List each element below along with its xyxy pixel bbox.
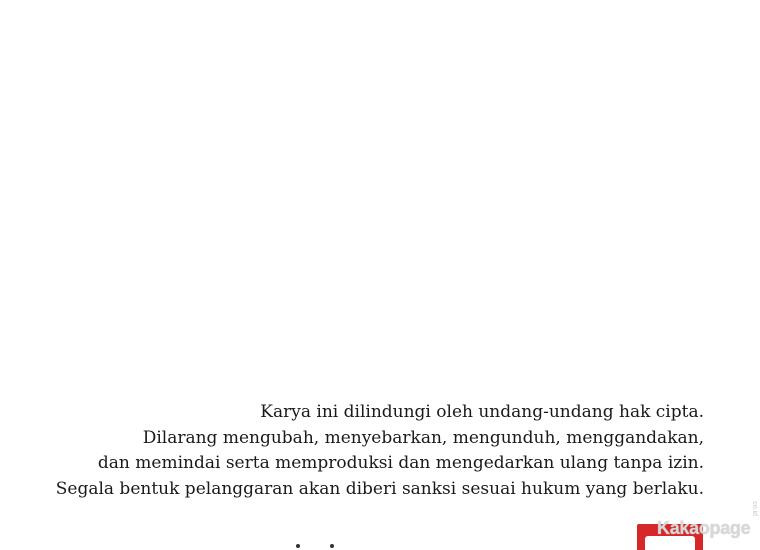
- notice-line-4: Segala bentuk pelanggaran akan diberi sanksi sesuai hukum yang berlaku.: [55, 478, 704, 499]
- notice-line-1: Karya ini dilindungi oleh undang-undang hak cipta.: [260, 402, 704, 422]
- fragment-dot: [296, 544, 300, 548]
- copyright-notice: [56, 400, 704, 502]
- logo-wordmark: Kakaopage: [657, 518, 751, 538]
- logo-domain: co.id: [751, 501, 758, 516]
- notice-line-3: dan memindai serta memproduksi dan mengedarkan ulang tanpa izin.: [97, 453, 704, 473]
- notice-line-2: Dilarang mengubah, menyebarkan, mengunduh, menggandakan,: [142, 427, 704, 448]
- partial-text-fragment: [296, 544, 334, 548]
- kakaopage-logo: [635, 501, 760, 550]
- fragment-dot: [330, 544, 334, 548]
